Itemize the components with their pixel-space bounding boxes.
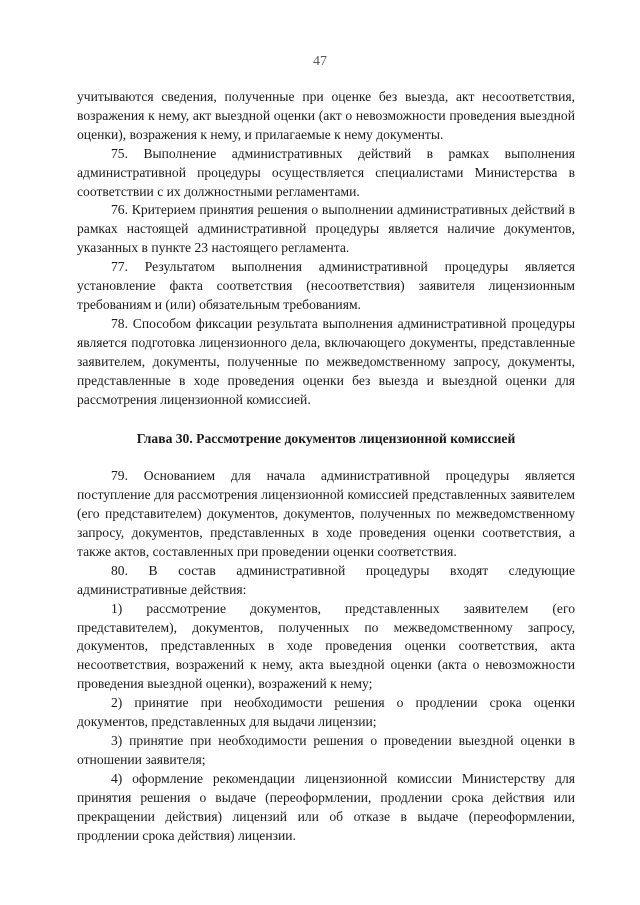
- paragraph-75: 75. Выполнение административных действий в рамках выполнения административной процедуры осуществляется специалистами Министерства в соответствии с их должностными регламентами.: [77, 145, 575, 199]
- paragraph-77: 77. Результатом выполнения административной процедуры является установление факта соответствия (несоответствия) заявителя лицензионным требованиям и (или) обязательным требованиям.: [77, 259, 575, 312]
- paragraph-80: 80. В состав административной процедуры входят следующие административные действия:: [77, 562, 575, 597]
- page-number: 47: [313, 54, 327, 69]
- paragraph-78: 78. Способом фиксации результата выполнения административной процедуры является подготовка лицензионного дела, включающего документы, представленные заявителем, документы, полученные по межведомственному запросу, документы, представленные в ходе проведения оценки без выезда и выездной оценки для рассмотрения лицензионной комиссией.: [77, 315, 575, 407]
- list-item-1: 1) рассмотрение документов, представленных заявителем (его представителем), документов, полученных по межведомственному запросу, документов, представленных в ходе проведения оценки соответствия, акта несоответствия, возражений к нему, акта выездной оценки (акта о невозможности проведения выездной оценки), возражений к нему;: [77, 600, 575, 692]
- paragraph-79: 79. Основанием для начала административной процедуры является поступление для рассмотрения лицензионной комиссией представленных заявителем (его представителем) документов, документов, полученных по межведомственному запросу, документов, представленных в ходе проведения оценки соответствия, а также актов, составленных при проведении оценки соответствия.: [77, 468, 575, 559]
- list-item-3: 3) принятие при необходимости решения о проведении выездной оценки в отношении заявителя;: [77, 733, 575, 767]
- list-item-2: 2) принятие при необходимости решения о продлении срока оценки документов, представленных для выдачи лицензии;: [77, 695, 575, 730]
- list-item-4: 4) оформление рекомендации лицензионной комиссии Министерству для принятия решения о выдаче (переоформлении, продлении срока действия или прекращении действия) лицензий или об отказе в выдаче (переоформлении, продлении срока действия) лицензии.: [77, 770, 575, 843]
- paragraph-76: 76. Критерием принятия решения о выполнении административных действий в рамках настоящей административной процедуры является наличие документов, указанных в пункте 23 настоящего регламента.: [77, 202, 575, 256]
- paragraph-continuation: учитываются сведения, полученные при оценке без выезда, акт несоответствия, возражения к нему, акт выездной оценки (акт о невозможности проведения выездной оценки), возражения к нему, и прилагаемые к нему документы.: [77, 89, 575, 142]
- document-body: [77, 88, 575, 845]
- chapter-title: Глава 30. Рассмотрение документов лицензионной комиссией: [136, 431, 516, 447]
